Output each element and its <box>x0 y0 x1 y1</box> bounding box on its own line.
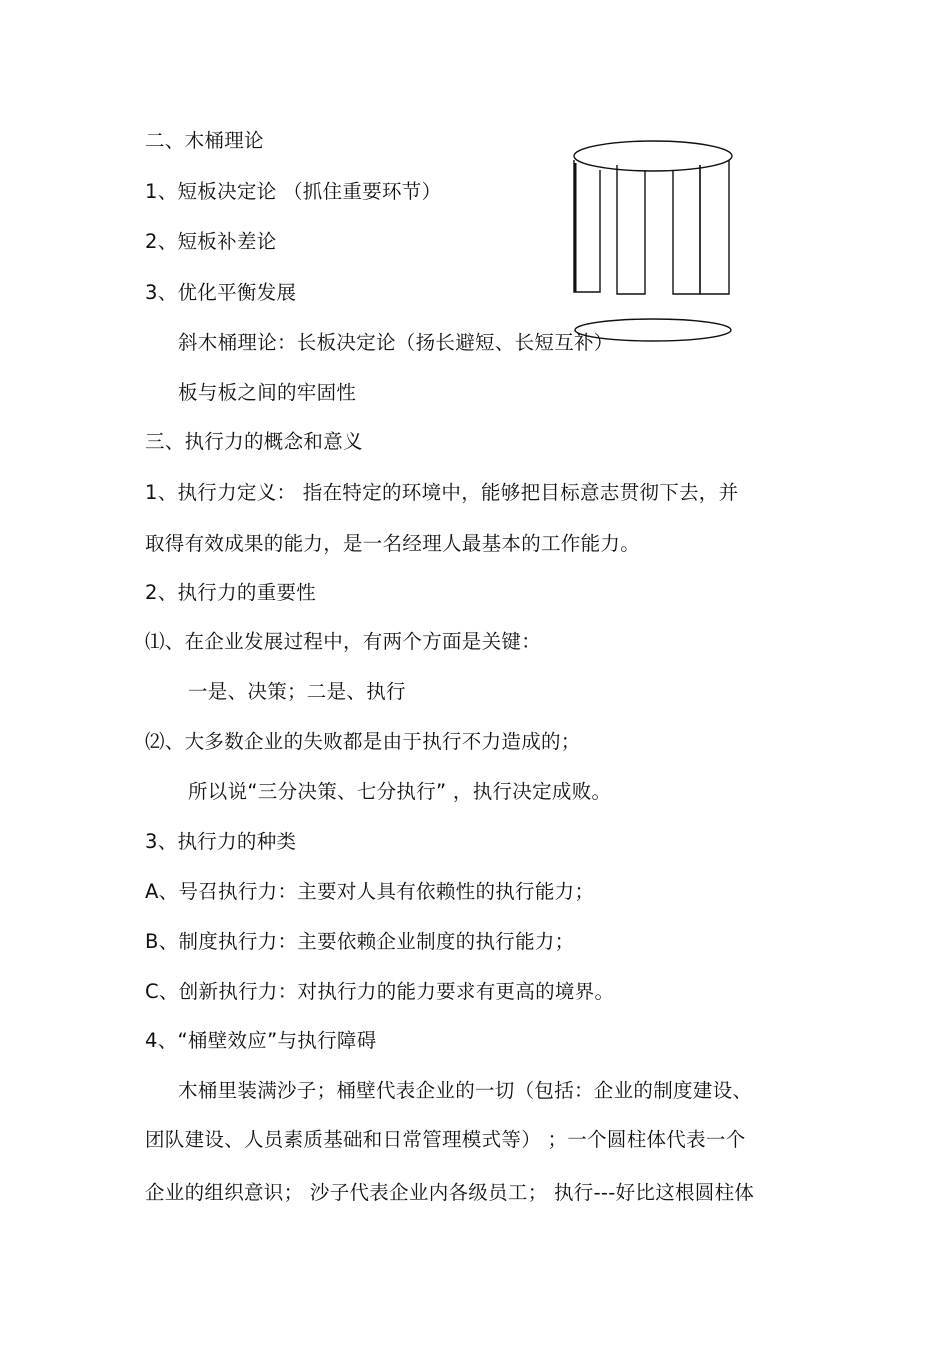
barrel-illustration <box>560 135 750 350</box>
paragraph-barrel-2: 团队建设、人员素质基础和日常管理模式等） ；一个圆柱体代表一个 <box>145 1128 746 1151</box>
sub-item-oblique-barrel: 斜木桶理论：长板决定论（扬长避短、长短互补） <box>178 331 614 354</box>
point-2-detail: 所以说“三分决策、七分执行” ，执行决定成败。 <box>188 780 612 803</box>
point-2: ⑵、大多数企业的失败都是由于执行不力造成的； <box>145 730 581 753</box>
list-item-2: 2、短板补差论 <box>145 230 277 253</box>
section-heading-3: 三、执行力的概念和意义 <box>145 430 363 453</box>
paragraph-definition-2: 取得有效成果的能力，是一名经理人最基本的工作能力。 <box>145 532 641 555</box>
paragraph-definition-1: 1、执行力定义： 指在特定的环境中，能够把目标意志贯彻下去，并 <box>145 481 739 504</box>
barrel-bottom-ellipse <box>575 319 731 341</box>
list-item-importance: 2、执行力的重要性 <box>145 581 317 604</box>
list-item-3: 3、优化平衡发展 <box>145 281 297 304</box>
paragraph-barrel-3: 企业的组织意识； 沙子代表企业内各级员工； 执行---好比这根圆柱体 <box>145 1181 755 1204</box>
barrel-stave-2 <box>617 165 645 294</box>
list-item-1: 1、短板决定论 （抓住重要环节） <box>145 180 442 203</box>
barrel-stave-3 <box>673 165 700 294</box>
list-item-barrel-wall: 4、“桶壁效应”与执行障碍 <box>145 1029 377 1052</box>
type-c: C、创新执行力：对执行力的能力要求有更高的境界。 <box>145 980 615 1003</box>
paragraph-barrel-1: 木桶里装满沙子；桶壁代表企业的一切（包括：企业的制度建设、 <box>178 1079 753 1102</box>
list-item-types: 3、执行力的种类 <box>145 830 297 853</box>
type-a: A、号召执行力：主要对人具有依赖性的执行能力； <box>145 880 595 903</box>
sub-item-board-firmness: 板与板之间的牢固性 <box>178 381 357 404</box>
barrel-stave-1 <box>574 160 600 292</box>
type-b: B、制度执行力：主要依赖企业制度的执行能力； <box>145 930 575 953</box>
point-1: ⑴、在企业发展过程中，有两个方面是关键： <box>145 630 542 653</box>
barrel-stave-4 <box>700 160 729 294</box>
point-1-detail: 一是、决策；二是、执行 <box>188 680 406 703</box>
barrel-top-ellipse <box>574 141 732 171</box>
section-heading-2: 二、木桶理论 <box>145 129 264 152</box>
